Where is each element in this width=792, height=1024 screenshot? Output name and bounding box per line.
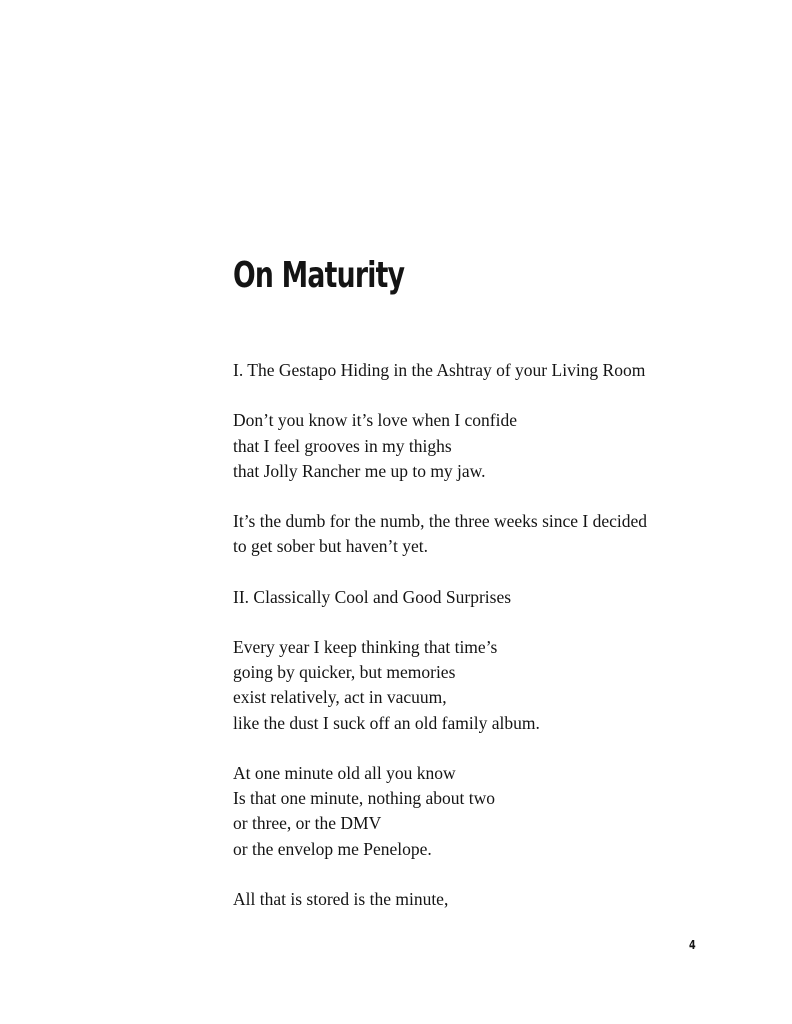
poem-line: or three, or the DMV [233, 813, 382, 834]
stanza-break [233, 560, 693, 585]
poem-line: that Jolly Rancher me up to my jaw. [233, 460, 486, 481]
poem-line: that I feel grooves in my thighs [233, 435, 452, 456]
poem-line: All that is stored is the minute, [233, 888, 449, 909]
stanza-break [233, 736, 693, 761]
poem-line: Is that one minute, nothing about two [233, 788, 495, 809]
stanza-break [233, 484, 693, 509]
section-heading: I. The Gestapo Hiding in the Ashtray of your Living Room [233, 360, 646, 380]
poem-line: to get sober but haven’t yet. [233, 536, 429, 557]
stanza-break [233, 610, 693, 635]
poem-body [233, 358, 693, 912]
poem-line: going by quicker, but memories [233, 662, 456, 683]
stanza-break [233, 383, 693, 408]
stanza-break [233, 862, 693, 887]
poem-line: At one minute old all you know [233, 763, 456, 783]
poem-line: Every year I keep thinking that time’s [233, 637, 498, 658]
page-number: 4 [689, 938, 696, 952]
poem-line: like the dust I suck off an old family album. [233, 712, 540, 733]
poem-title: On Maturity [233, 255, 405, 296]
poem-line: It’s the dumb for the numb, the three weeks since I decided [233, 511, 648, 532]
poem-line: or the envelop me Penelope. [233, 838, 432, 859]
poem-line: Don’t you know it’s love when I confide [233, 410, 518, 431]
poem-line: exist relatively, act in vacuum, [233, 687, 447, 708]
section-heading: II. Classically Cool and Good Surprises [233, 586, 512, 607]
